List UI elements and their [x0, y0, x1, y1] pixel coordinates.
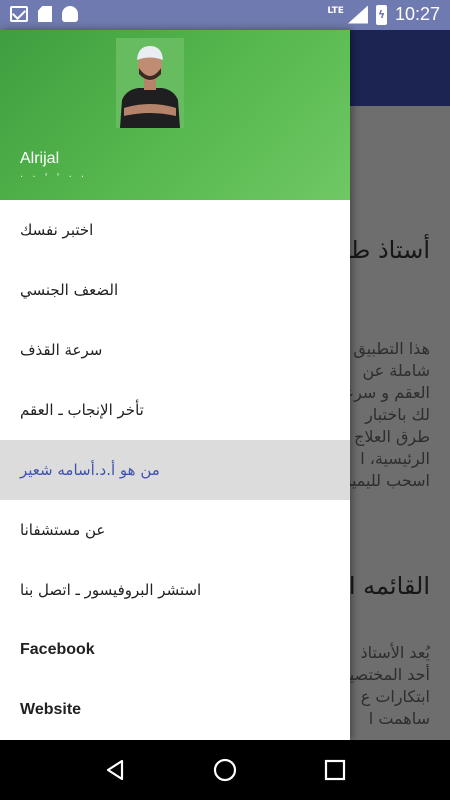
- menu-item-infertility[interactable]: تأخر الإنجاب ـ العقم: [20, 401, 144, 419]
- back-icon: [103, 758, 127, 782]
- navigation-drawer: [0, 30, 350, 740]
- menu-item-test-yourself[interactable]: اختبر نفسك: [20, 221, 94, 239]
- clock: 10:27: [394, 4, 440, 24]
- menu-item-about-hospital[interactable]: عن مستشفانا: [20, 521, 106, 539]
- mail-icon: [10, 6, 28, 22]
- system-nav-bar: [0, 740, 450, 800]
- recents-icon: [324, 759, 346, 781]
- menu-item-premature-ejaculation[interactable]: سرعة القذف: [20, 341, 103, 359]
- drawer-menu: [0, 200, 350, 740]
- status-bar: [0, 0, 450, 30]
- sd-card-icon: [38, 6, 52, 22]
- menu-item-facebook[interactable]: Facebook: [20, 641, 95, 658]
- recents-button[interactable]: [320, 755, 350, 785]
- menu-item-about-doctor[interactable]: من هو أ.د.أسامه شعير: [0, 440, 350, 500]
- menu-item-sexual-weakness[interactable]: الضعف الجنسي: [20, 281, 119, 299]
- signal-icon: [348, 6, 368, 24]
- back-button[interactable]: [100, 755, 130, 785]
- home-icon: [212, 757, 238, 783]
- drawer-header: [0, 30, 350, 200]
- android-icon: [62, 6, 78, 22]
- user-name: Alrijal: [20, 150, 60, 167]
- menu-item-website[interactable]: Website: [20, 701, 82, 718]
- user-subtitle: · · ' ' · ·: [20, 172, 88, 183]
- home-button[interactable]: [210, 755, 240, 785]
- network-type: LTE: [327, 5, 344, 16]
- battery-charging-icon: ϟ: [376, 5, 387, 25]
- menu-item-contact[interactable]: استشر البروفيسور ـ اتصل بنا: [20, 581, 202, 599]
- avatar[interactable]: [116, 38, 184, 128]
